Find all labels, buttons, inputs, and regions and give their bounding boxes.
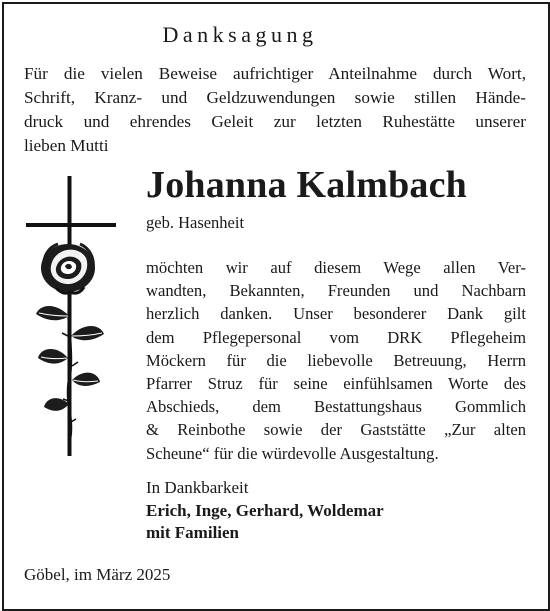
cross-with-rose-icon xyxy=(26,176,122,456)
body-line: Abschieds, dem Bestattungshaus Gommlich xyxy=(146,397,526,417)
signatories: Erich, Inge, Gerhard, Woldemar xyxy=(146,500,384,520)
closing-intro: In Dankbarkeit xyxy=(146,478,249,497)
deceased-name: Johanna Kalmbach xyxy=(146,164,468,206)
notice-heading: Danksagung xyxy=(162,22,318,47)
maiden-name: geb. Hasenheit xyxy=(146,213,245,232)
intro-line: druck und ehrendes Geleit zur letzten Ruhestätte unserer xyxy=(24,112,526,131)
body-line: herzlich danken. Unser besonderer Dank gilt xyxy=(146,304,526,324)
intro-line: Schrift, Kranz- und Geldzuwendungen sowie stillen Hände- xyxy=(24,88,526,107)
closing-block xyxy=(146,477,384,545)
place-date: Göbel, im März 2025 xyxy=(24,565,171,584)
thanks-paragraph xyxy=(146,256,526,465)
body-line: möchten wir auf diesem Wege allen Ver- xyxy=(146,258,526,277)
intro-paragraph xyxy=(24,62,526,158)
intro-line: Für die vielen Beweise aufrichtiger Anteilnahme durch Wort, xyxy=(24,64,526,83)
signatories-suffix: mit Familien xyxy=(146,523,240,542)
body-line: & Reinbothe sowie der Gaststätte „Zur alten xyxy=(146,420,526,440)
body-line: Scheune“ für die würdevolle Ausgestaltung. xyxy=(146,443,439,463)
body-line: dem Pflegepersonal vom DRK Pflegeheim xyxy=(146,327,526,347)
body-line: Möckern für die liebevolle Betreuung, Herrn xyxy=(146,350,526,370)
intro-line: lieben Mutti xyxy=(24,136,109,155)
body-line: wandten, Bekannten, Freunden und Nachbarn xyxy=(146,281,526,301)
body-line: Pfarrer Struz für seine einfühlsamen Worte des xyxy=(146,374,526,394)
